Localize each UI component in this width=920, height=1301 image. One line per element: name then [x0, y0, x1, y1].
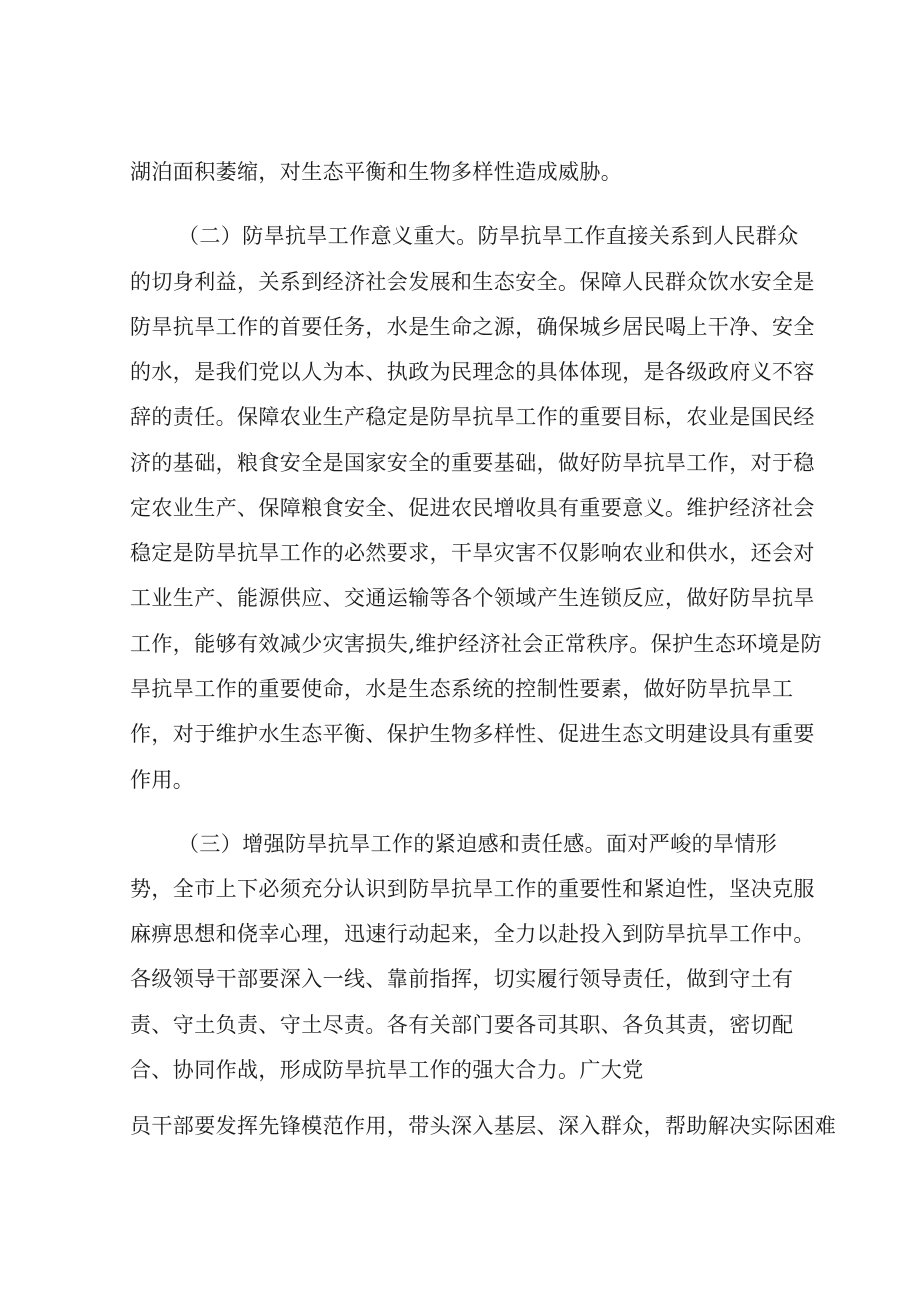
- paragraph-2-line-6: 济的基础，粮食安全是国家安全的重要基础，做好防旱抗旱工作，对于稳: [130, 451, 815, 475]
- paragraph-2-line-12: 作，对于维护水生态平衡、保护生物多样性、促进生态文明建设具有重要: [130, 722, 815, 746]
- paragraph-2-line-2: 的切身利益，关系到经济社会发展和生态安全。保障人民群众饮水安全是: [130, 270, 815, 294]
- paragraph-2-line-5: 辞的责任。保障农业生产稳定是防旱抗旱工作的重要目标，农业是国民经: [130, 405, 815, 429]
- paragraph-3-line-5: 责、守土负责、守土尽责。各有关部门要各司其职、各负其责，密切配: [130, 1013, 794, 1037]
- paragraph-4-line-1: 员干部要发挥先锋模范作用，带头深入基层、深入群众，帮助解决实际困难: [130, 1114, 837, 1138]
- paragraph-1-line-1: 湖泊面积萎缩，对生态平衡和生物多样性造成威胁。: [130, 160, 623, 184]
- paragraph-3-line-6: 合、协同作战，形成防旱抗旱工作的强大合力。广大党: [130, 1058, 644, 1082]
- paragraph-2-line-13: 作用。: [130, 768, 195, 792]
- paragraph-2-line-1: （二）防旱抗旱工作意义重大。防旱抗旱工作直接关系到人民群众: [178, 224, 799, 248]
- paragraph-2-line-4: 的水，是我们党以人为本、执政为民理念的具体体现，是各级政府义不容: [130, 360, 815, 384]
- paragraph-2-line-7: 定农业生产、保障粮食安全、促进农民增收具有重要意义。维护经济社会: [130, 496, 815, 520]
- paragraph-3-line-4: 各级领导干部要深入一线、靠前指挥，切实履行领导责任，做到守土有: [130, 967, 794, 991]
- paragraph-2-line-11: 旱抗旱工作的重要使命，水是生态系统的控制性要素，做好防旱抗旱工: [130, 677, 794, 701]
- paragraph-3-line-1: （三）增强防旱抗旱工作的紧迫感和责任感。面对严峻的旱情形: [178, 832, 778, 856]
- paragraph-3-line-2: 势，全市上下必须充分认识到防旱抗旱工作的重要性和紧迫性，坚决克服: [130, 877, 815, 901]
- paragraph-2-line-10: 工作，能够有效减少灾害损失,维护经济社会正常秩序。保护生态环境是防: [130, 632, 822, 656]
- paragraph-3-line-3: 麻痹思想和侥幸心理，迅速行动起来，全力以赴投入到防旱抗旱工作中。: [130, 922, 815, 946]
- paragraph-2-line-3: 防旱抗旱工作的首要任务，水是生命之源，确保城乡居民喝上干净、安全: [130, 315, 815, 339]
- paragraph-2-line-8: 稳定是防旱抗旱工作的必然要求，干旱灾害不仅影响农业和供水，还会对: [130, 541, 815, 565]
- paragraph-2-line-9: 工业生产、能源供应、交通运输等各个领域产生连锁反应，做好防旱抗旱: [130, 586, 815, 610]
